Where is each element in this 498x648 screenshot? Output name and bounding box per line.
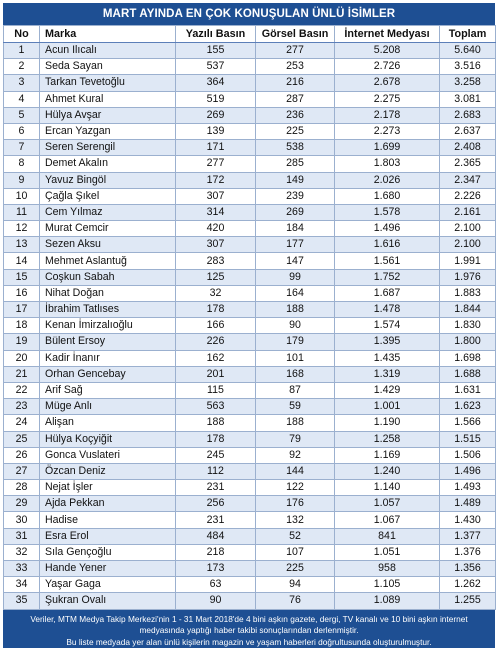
name-cell: Murat Cemcir: [40, 221, 176, 237]
total-cell: 1.255: [440, 593, 496, 609]
visual-media-cell: 239: [256, 188, 335, 204]
total-cell: 1.844: [440, 302, 496, 318]
internet-media-cell: 1.561: [335, 253, 440, 269]
name-cell: Kenan İmirzalıoğlu: [40, 318, 176, 334]
table-row: [4, 140, 496, 156]
table-row: [4, 237, 496, 253]
name-cell: Yaşar Gaga: [40, 577, 176, 593]
table-row: [4, 366, 496, 382]
print-media-cell: 178: [176, 431, 256, 447]
name-cell: Özcan Deniz: [40, 463, 176, 479]
rank-cell: 5: [4, 107, 40, 123]
table-row: [4, 107, 496, 123]
print-media-cell: 115: [176, 382, 256, 398]
total-cell: 2.226: [440, 188, 496, 204]
table-row: [4, 480, 496, 496]
visual-media-cell: 179: [256, 334, 335, 350]
total-cell: 1.430: [440, 512, 496, 528]
name-cell: Yavuz Bingöl: [40, 172, 176, 188]
total-cell: 1.262: [440, 577, 496, 593]
visual-media-cell: 216: [256, 75, 335, 91]
internet-media-cell: 1.687: [335, 285, 440, 301]
table-row: [4, 269, 496, 285]
table-row: [4, 334, 496, 350]
internet-media-cell: 2.026: [335, 172, 440, 188]
rank-cell: 15: [4, 269, 40, 285]
internet-media-cell: 1.578: [335, 204, 440, 220]
internet-media-cell: 1.190: [335, 415, 440, 431]
name-cell: Mehmet Aslantuğ: [40, 253, 176, 269]
print-media-cell: 172: [176, 172, 256, 188]
table-row: [4, 415, 496, 431]
rank-cell: 12: [4, 221, 40, 237]
print-media-cell: 231: [176, 480, 256, 496]
visual-media-cell: 287: [256, 91, 335, 107]
print-media-cell: 178: [176, 302, 256, 318]
name-cell: Ajda Pekkan: [40, 496, 176, 512]
name-cell: Coşkun Sabah: [40, 269, 176, 285]
name-cell: İbrahim Tatlıses: [40, 302, 176, 318]
visual-media-cell: 87: [256, 382, 335, 398]
rank-cell: 28: [4, 480, 40, 496]
internet-media-cell: 1.752: [335, 269, 440, 285]
name-cell: Hülya Avşar: [40, 107, 176, 123]
total-cell: 1.688: [440, 366, 496, 382]
internet-media-cell: 1.616: [335, 237, 440, 253]
name-cell: Esra Erol: [40, 528, 176, 544]
total-cell: 3.081: [440, 91, 496, 107]
total-cell: 1.976: [440, 269, 496, 285]
table-row: [4, 59, 496, 75]
total-cell: 1.515: [440, 431, 496, 447]
rank-cell: 35: [4, 593, 40, 609]
internet-media-cell: 1.051: [335, 544, 440, 560]
print-media-cell: 364: [176, 75, 256, 91]
rank-cell: 23: [4, 399, 40, 415]
internet-media-cell: 1.574: [335, 318, 440, 334]
visual-media-cell: 269: [256, 204, 335, 220]
print-media-cell: 166: [176, 318, 256, 334]
name-cell: Sıla Gençoğlu: [40, 544, 176, 560]
name-cell: Çağla Şıkel: [40, 188, 176, 204]
internet-media-cell: 1.057: [335, 496, 440, 512]
rank-cell: 27: [4, 463, 40, 479]
print-media-cell: 188: [176, 415, 256, 431]
rank-cell: 18: [4, 318, 40, 334]
table-row: [4, 447, 496, 463]
visual-media-cell: 164: [256, 285, 335, 301]
table-row: [4, 172, 496, 188]
table-row: [4, 253, 496, 269]
name-cell: Müge Anlı: [40, 399, 176, 415]
total-cell: 2.100: [440, 221, 496, 237]
print-media-cell: 226: [176, 334, 256, 350]
table-row: [4, 156, 496, 172]
table-header-row: [4, 26, 496, 43]
visual-media-cell: 101: [256, 350, 335, 366]
table-row: [4, 561, 496, 577]
visual-media-cell: 92: [256, 447, 335, 463]
print-media-cell: 173: [176, 561, 256, 577]
visual-media-cell: 52: [256, 528, 335, 544]
name-cell: Seren Serengil: [40, 140, 176, 156]
print-media-cell: 420: [176, 221, 256, 237]
print-media-cell: 563: [176, 399, 256, 415]
name-cell: Sezen Aksu: [40, 237, 176, 253]
column-header-yazili-basin: Yazılı Basın: [176, 26, 256, 43]
celebrity-ranking-table: [3, 25, 496, 610]
total-cell: 2.683: [440, 107, 496, 123]
total-cell: 1.506: [440, 447, 496, 463]
table-row: [4, 75, 496, 91]
visual-media-cell: 285: [256, 156, 335, 172]
print-media-cell: 307: [176, 237, 256, 253]
visual-media-cell: 225: [256, 123, 335, 139]
print-media-cell: 537: [176, 59, 256, 75]
rank-cell: 8: [4, 156, 40, 172]
visual-media-cell: 277: [256, 43, 335, 59]
rank-cell: 19: [4, 334, 40, 350]
print-media-cell: 171: [176, 140, 256, 156]
total-cell: 1.566: [440, 415, 496, 431]
table-row: [4, 399, 496, 415]
table-row: [4, 528, 496, 544]
visual-media-cell: 184: [256, 221, 335, 237]
column-header-toplam: Toplam: [440, 26, 496, 43]
table-row: [4, 382, 496, 398]
internet-media-cell: 2.726: [335, 59, 440, 75]
internet-media-cell: 1.169: [335, 447, 440, 463]
name-cell: Kadir İnanır: [40, 350, 176, 366]
internet-media-cell: 2.275: [335, 91, 440, 107]
total-cell: 1.800: [440, 334, 496, 350]
internet-media-cell: 1.680: [335, 188, 440, 204]
print-media-cell: 90: [176, 593, 256, 609]
internet-media-cell: 1.089: [335, 593, 440, 609]
name-cell: Hülya Koçyiğit: [40, 431, 176, 447]
print-media-cell: 155: [176, 43, 256, 59]
rank-cell: 16: [4, 285, 40, 301]
table-row: [4, 496, 496, 512]
table-row: [4, 544, 496, 560]
internet-media-cell: 1.429: [335, 382, 440, 398]
rank-cell: 32: [4, 544, 40, 560]
visual-media-cell: 236: [256, 107, 335, 123]
print-media-cell: 125: [176, 269, 256, 285]
total-cell: 2.365: [440, 156, 496, 172]
name-cell: Tarkan Tevetoğlu: [40, 75, 176, 91]
total-cell: 2.161: [440, 204, 496, 220]
name-cell: Nihat Doğan: [40, 285, 176, 301]
internet-media-cell: 1.001: [335, 399, 440, 415]
rank-cell: 20: [4, 350, 40, 366]
name-cell: Alişan: [40, 415, 176, 431]
print-media-cell: 201: [176, 366, 256, 382]
name-cell: Acun Ilıcalı: [40, 43, 176, 59]
internet-media-cell: 841: [335, 528, 440, 544]
visual-media-cell: 99: [256, 269, 335, 285]
rank-cell: 30: [4, 512, 40, 528]
total-cell: 3.258: [440, 75, 496, 91]
table-row: [4, 91, 496, 107]
internet-media-cell: 2.678: [335, 75, 440, 91]
rank-cell: 13: [4, 237, 40, 253]
rank-cell: 9: [4, 172, 40, 188]
table-row: [4, 123, 496, 139]
visual-media-cell: 168: [256, 366, 335, 382]
table-row: [4, 577, 496, 593]
name-cell: Nejat İşler: [40, 480, 176, 496]
internet-media-cell: 1.319: [335, 366, 440, 382]
rank-cell: 17: [4, 302, 40, 318]
name-cell: Hadise: [40, 512, 176, 528]
rank-cell: 4: [4, 91, 40, 107]
total-cell: 1.631: [440, 382, 496, 398]
table-row: [4, 302, 496, 318]
visual-media-cell: 79: [256, 431, 335, 447]
rank-cell: 25: [4, 431, 40, 447]
total-cell: 2.347: [440, 172, 496, 188]
internet-media-cell: 1.803: [335, 156, 440, 172]
print-media-cell: 307: [176, 188, 256, 204]
visual-media-cell: 188: [256, 415, 335, 431]
visual-media-cell: 122: [256, 480, 335, 496]
visual-media-cell: 225: [256, 561, 335, 577]
print-media-cell: 245: [176, 447, 256, 463]
name-cell: Ahmet Kural: [40, 91, 176, 107]
footer-source-text: Veriler, MTM Medya Takip Merkezi'nin 1 - 31 Mart 2018'de 4 bini aşkın gazete, dergi, TV kanalı ve 10 bini aşkın internet medyasında yaptığı haber takibi sonuçlarından derlenmiştir.: [30, 613, 468, 636]
print-media-cell: 139: [176, 123, 256, 139]
rank-cell: 22: [4, 382, 40, 398]
footer-note: [3, 610, 495, 648]
total-cell: 1.489: [440, 496, 496, 512]
rank-cell: 24: [4, 415, 40, 431]
name-cell: Ercan Yazgan: [40, 123, 176, 139]
internet-media-cell: 2.178: [335, 107, 440, 123]
table-row: [4, 463, 496, 479]
table-row: [4, 318, 496, 334]
total-cell: 1.376: [440, 544, 496, 560]
total-cell: 2.408: [440, 140, 496, 156]
print-media-cell: 269: [176, 107, 256, 123]
total-cell: 3.516: [440, 59, 496, 75]
internet-media-cell: 1.240: [335, 463, 440, 479]
rank-cell: 7: [4, 140, 40, 156]
table-row: [4, 221, 496, 237]
visual-media-cell: 147: [256, 253, 335, 269]
column-header-marka: Marka: [40, 26, 176, 43]
visual-media-cell: 59: [256, 399, 335, 415]
column-header-internet-medyasi: İnternet Medyası: [335, 26, 440, 43]
internet-media-cell: 1.496: [335, 221, 440, 237]
rank-cell: 31: [4, 528, 40, 544]
visual-media-cell: 76: [256, 593, 335, 609]
rank-cell: 33: [4, 561, 40, 577]
visual-media-cell: 90: [256, 318, 335, 334]
rank-cell: 21: [4, 366, 40, 382]
footer-scope-text: Bu liste medyada yer alan ünlü kişilerin magazin ve yaşam haberleri doğrultusunda oluşturulmuştur.: [66, 636, 432, 647]
table-row: [4, 512, 496, 528]
table-body: [4, 43, 496, 610]
table-row: [4, 593, 496, 609]
internet-media-cell: 2.273: [335, 123, 440, 139]
visual-media-cell: 132: [256, 512, 335, 528]
name-cell: Arif Sağ: [40, 382, 176, 398]
column-header-no: No: [4, 26, 40, 43]
name-cell: Orhan Gencebay: [40, 366, 176, 382]
table-row: [4, 204, 496, 220]
internet-media-cell: 1.105: [335, 577, 440, 593]
rank-cell: 6: [4, 123, 40, 139]
total-cell: 2.637: [440, 123, 496, 139]
internet-media-cell: 1.478: [335, 302, 440, 318]
name-cell: Gonca Vuslateri: [40, 447, 176, 463]
print-media-cell: 484: [176, 528, 256, 544]
print-media-cell: 277: [176, 156, 256, 172]
total-cell: 5.640: [440, 43, 496, 59]
print-media-cell: 519: [176, 91, 256, 107]
name-cell: Cem Yılmaz: [40, 204, 176, 220]
column-header-gorsel-basin: Görsel Basın: [256, 26, 335, 43]
total-cell: 1.991: [440, 253, 496, 269]
total-cell: 1.623: [440, 399, 496, 415]
visual-media-cell: 177: [256, 237, 335, 253]
total-cell: 2.100: [440, 237, 496, 253]
total-cell: 1.883: [440, 285, 496, 301]
name-cell: Şukran Ovalı: [40, 593, 176, 609]
total-cell: 1.496: [440, 463, 496, 479]
total-cell: 1.698: [440, 350, 496, 366]
internet-media-cell: 1.699: [335, 140, 440, 156]
print-media-cell: 63: [176, 577, 256, 593]
internet-media-cell: 1.067: [335, 512, 440, 528]
rank-cell: 3: [4, 75, 40, 91]
rank-cell: 11: [4, 204, 40, 220]
print-media-cell: 162: [176, 350, 256, 366]
print-media-cell: 231: [176, 512, 256, 528]
rank-cell: 26: [4, 447, 40, 463]
table-row: [4, 350, 496, 366]
name-cell: Seda Sayan: [40, 59, 176, 75]
internet-media-cell: 1.258: [335, 431, 440, 447]
page-title: MART AYINDA EN ÇOK KONUŞULAN ÜNLÜ İSİMLER: [3, 3, 495, 25]
visual-media-cell: 149: [256, 172, 335, 188]
visual-media-cell: 538: [256, 140, 335, 156]
internet-media-cell: 1.435: [335, 350, 440, 366]
print-media-cell: 314: [176, 204, 256, 220]
print-media-cell: 256: [176, 496, 256, 512]
rank-cell: 10: [4, 188, 40, 204]
total-cell: 1.830: [440, 318, 496, 334]
print-media-cell: 283: [176, 253, 256, 269]
table-row: [4, 188, 496, 204]
internet-media-cell: 1.140: [335, 480, 440, 496]
visual-media-cell: 176: [256, 496, 335, 512]
ranking-infographic: [3, 3, 495, 647]
name-cell: Demet Akalın: [40, 156, 176, 172]
total-cell: 1.356: [440, 561, 496, 577]
internet-media-cell: 1.395: [335, 334, 440, 350]
total-cell: 1.377: [440, 528, 496, 544]
rank-cell: 34: [4, 577, 40, 593]
rank-cell: 1: [4, 43, 40, 59]
rank-cell: 29: [4, 496, 40, 512]
print-media-cell: 112: [176, 463, 256, 479]
visual-media-cell: 188: [256, 302, 335, 318]
visual-media-cell: 94: [256, 577, 335, 593]
visual-media-cell: 107: [256, 544, 335, 560]
print-media-cell: 32: [176, 285, 256, 301]
internet-media-cell: 5.208: [335, 43, 440, 59]
name-cell: Hande Yener: [40, 561, 176, 577]
visual-media-cell: 253: [256, 59, 335, 75]
rank-cell: 14: [4, 253, 40, 269]
table-row: [4, 43, 496, 59]
total-cell: 1.493: [440, 480, 496, 496]
name-cell: Bülent Ersoy: [40, 334, 176, 350]
print-media-cell: 218: [176, 544, 256, 560]
rank-cell: 2: [4, 59, 40, 75]
table-row: [4, 285, 496, 301]
internet-media-cell: 958: [335, 561, 440, 577]
table-row: [4, 431, 496, 447]
visual-media-cell: 144: [256, 463, 335, 479]
